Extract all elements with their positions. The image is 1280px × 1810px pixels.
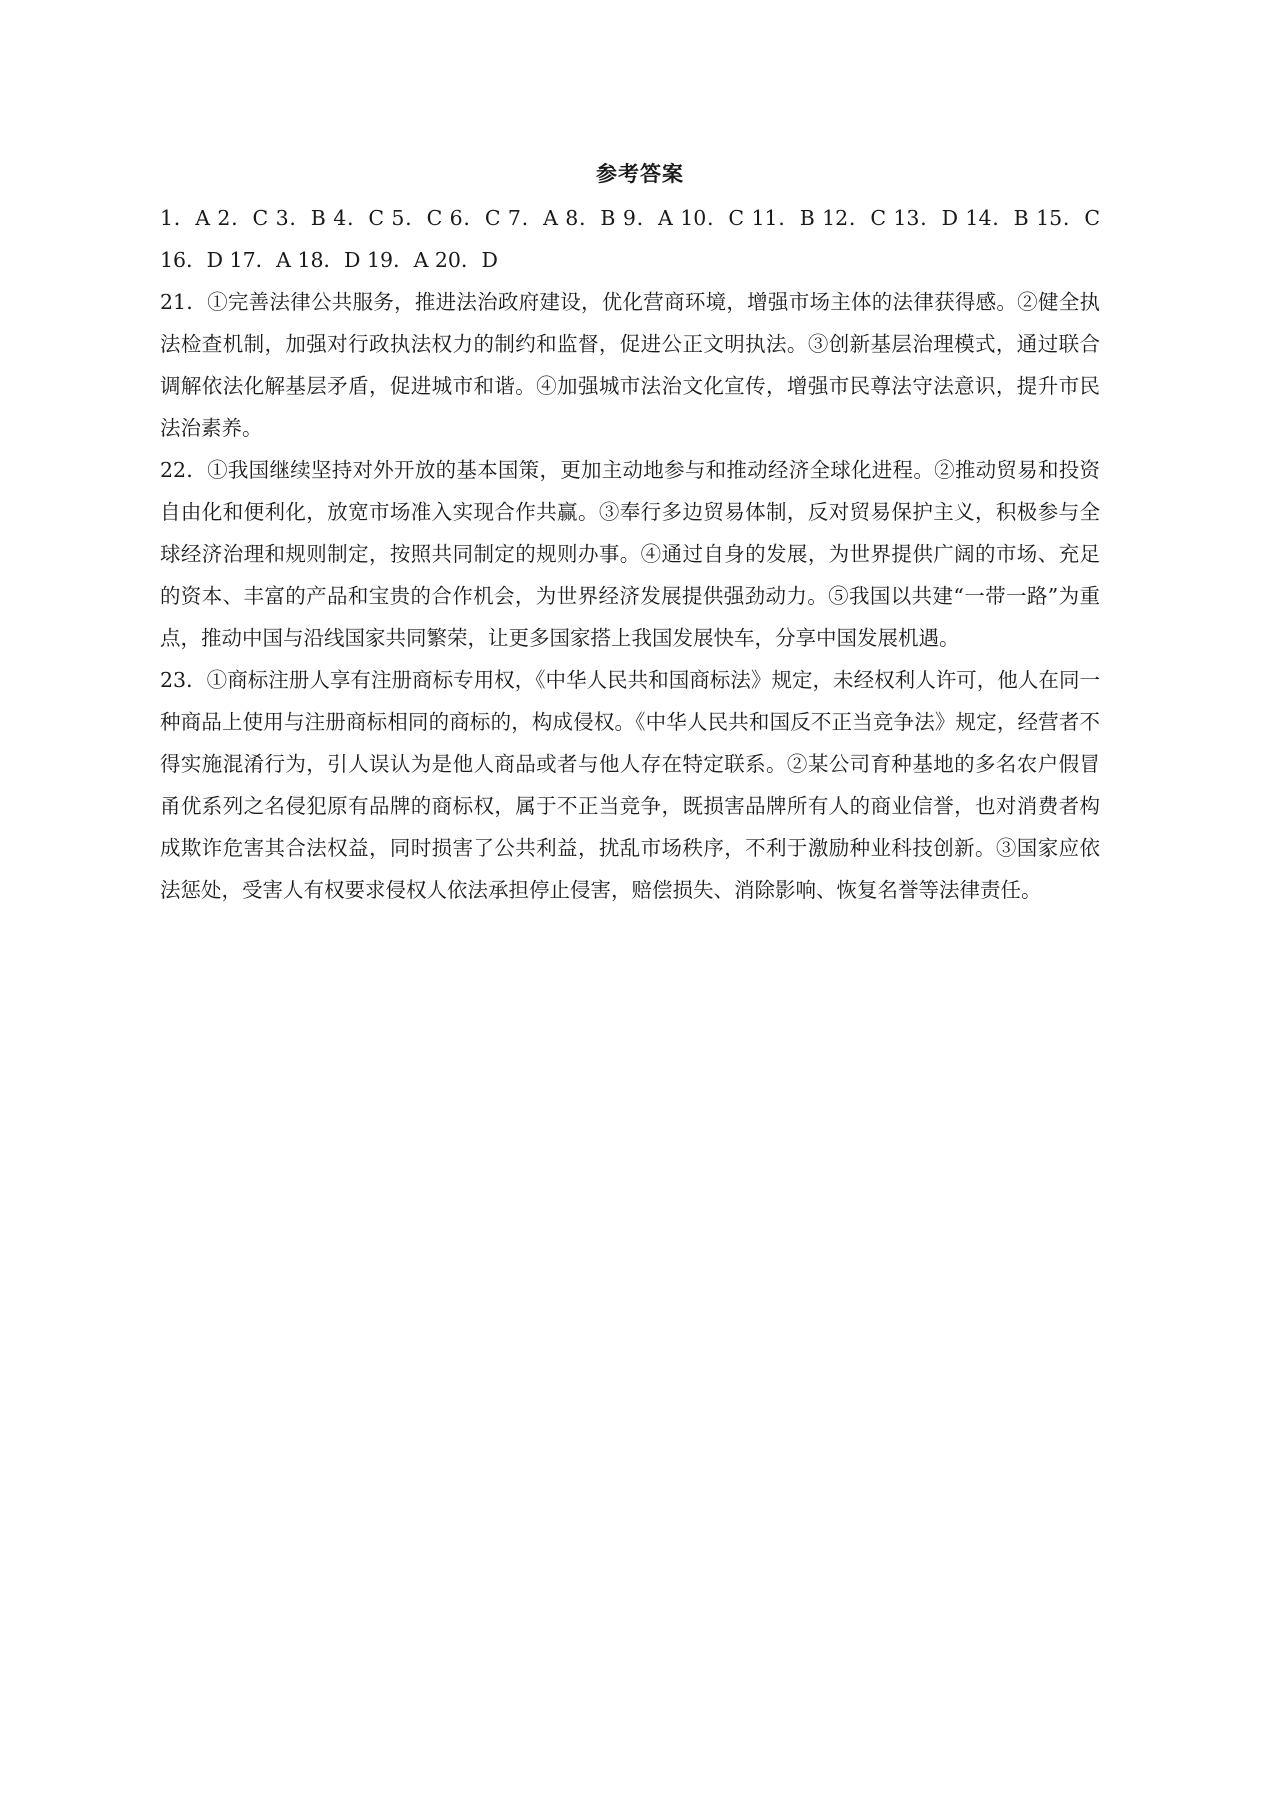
answer-22: 22．①我国继续坚持对外开放的基本国策，更加主动地参与和推动经济全球化进程。②推动贸易和投资自由化和便利化，放宽市场准入实现合作共赢。③奉行多边贸易体制，反对贸易保护主义，积极参与全球经济治理和规则制定，按照共同制定的规则办事。④通过自身的发展，为世界提供广阔的市场、充足的资本、丰富的产品和宝贵的合作机会，为世界经济发展提供强劲动力。⑤我国以共建“一带一路”为重点，推动中国与沿线国家共同繁荣，让更多国家搭上我国发展快车，分享中国发展机遇。	[160, 458, 1100, 650]
answer-content	[160, 197, 1100, 911]
answer-23: 23．①商标注册人享有注册商标专用权，《中华人民共和国商标法》规定，未经权利人许可，他人在同一种商品上使用与注册商标相同的商标的，构成侵权。《中华人民共和国反不正当竞争法》规定，经营者不得实施混淆行为，引人误认为是他人商品或者与他人存在特定联系。②某公司育种基地的多名农户假冒甬优系列之名侵犯原有品牌的商标权，属于不正当竞争，既损害品牌所有人的商业信誉，也对消费者构成欺诈危害其合法权益，同时损害了公共利益，扰乱市场秩序，不利于激励种业科技创新。③国家应依法惩处，受害人有权要求侵权人依法承担停止侵害，赔偿损失、消除影响、恢复名誉等法律责任。	[160, 668, 1100, 902]
multiple-choice-answers: 1．A 2．C 3．B 4．C 5．C 6．C 7．A 8．B 9．A 10．C 11．B 12．C 13．D 14．B 15．C 16．D 17．A 18．D 19．A 20．D	[160, 206, 1100, 272]
page-title: 参考答案	[596, 161, 684, 186]
answer-21: 21．①完善法律公共服务，推进法治政府建设，优化营商环境，增强市场主体的法律获得感。②健全执法检查机制，加强对行政执法权力的制约和监督，促进公正文明执法。③创新基层治理模式，通过联合调解依法化解基层矛盾，促进城市和谐。④加强城市法治文化宣传，增强市民尊法守法意识，提升市民法治素养。	[160, 290, 1100, 440]
